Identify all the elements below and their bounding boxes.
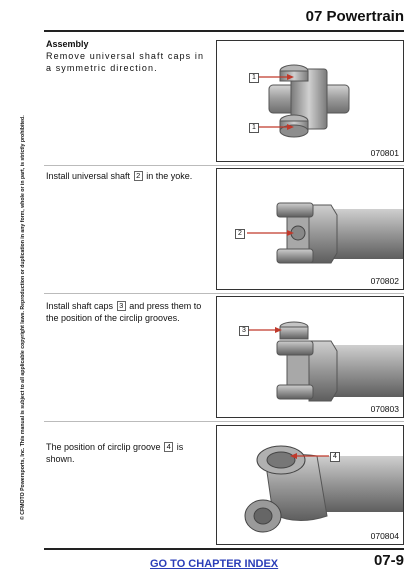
step-2-text-after: in the yoke.	[146, 171, 193, 181]
shaft-caps-pressed-illustration	[217, 297, 404, 418]
row-divider	[44, 421, 404, 422]
step-4-text	[46, 441, 208, 465]
header-divider	[44, 30, 404, 32]
step-3-text-before: Install shaft caps	[46, 301, 114, 311]
figure-070801	[216, 40, 404, 162]
page-number: 07-9	[373, 552, 404, 569]
callout-3: 3	[239, 326, 249, 336]
chapter-index-link[interactable]: GO TO CHAPTER INDEX	[150, 558, 279, 570]
step-1-heading: Assembly	[46, 39, 89, 49]
footer-divider	[44, 548, 404, 550]
figure-code: 070804	[370, 531, 399, 541]
callout-2: 2	[235, 229, 245, 239]
section-title: 07 Powertrain	[305, 8, 404, 25]
step-2-ref-box: 2	[134, 171, 143, 181]
copyright-notice: © CFMOTO Powersports, Inc. This manual is subject to all applicable copyright laws. Reproduction or duplication in any form, whole or in part, is strictly prohibited.	[20, 115, 26, 520]
step-2-text	[46, 170, 208, 182]
universal-joint-cross-illustration	[217, 41, 404, 162]
step-4-text-before: The position of circlip groove	[46, 442, 161, 452]
step-4-text-after: is shown.	[46, 442, 184, 464]
figure-code: 070802	[370, 276, 399, 286]
figure-code: 070801	[370, 148, 399, 158]
figure-070802	[216, 168, 404, 290]
row-divider	[44, 293, 404, 294]
figure-070804	[216, 425, 404, 545]
step-3-text-after: and press them to the position of the circlip grooves.	[46, 301, 202, 323]
step-1-text	[46, 38, 208, 74]
step-3-ref-box: 3	[117, 301, 126, 311]
figure-070803	[216, 296, 404, 418]
callout-1-top: 1	[249, 73, 259, 83]
step-4-ref-box: 4	[164, 442, 173, 452]
step-2-text-before: Install universal shaft	[46, 171, 131, 181]
figure-code: 070803	[370, 404, 399, 414]
yoke-with-shaft-illustration	[217, 169, 404, 290]
callout-4: 4	[330, 452, 340, 462]
circlip-groove-illustration	[217, 426, 404, 545]
callout-1-bottom: 1	[249, 123, 259, 133]
step-1-body: Remove universal shaft caps in a symmetric direction.	[46, 51, 205, 73]
row-divider	[44, 165, 404, 166]
step-3-text	[46, 300, 208, 324]
